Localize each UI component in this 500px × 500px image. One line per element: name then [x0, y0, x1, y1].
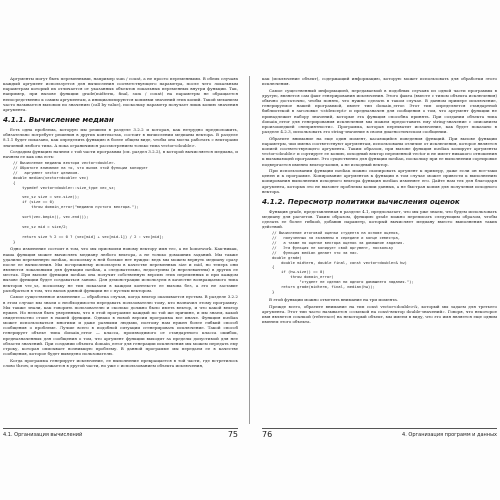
right-section-heading: 4.1.2. Пересмотр политики вычисления оценок — [262, 196, 460, 206]
left-paragraph-5: Самое существенное изменение — обработка случая, когда вектор оказывается пустым. В разделе 3.2.2 в этом случае мы знали о необходимости передавать пользователю тому, кто назначил этому программу. Мы также знали, как говорить пользователю и сколько должно было иметь вектор, и что какой вектор нужен. Но нельзя быть уверенным, что в этой программе каждый по той же причине, и мы знаем, какой свидетельство стоит в нашей функции. Однако в новой версии программа все иначе. Функция median может использоваться многими и даже разными людьми, поэтому нам нужен более гибкий способ сообщения о проблеме. Лучше всего в подобной ситуации сгенерировать исключение. Такой способ генерирует объект типа domain_error — класса, производимого от стандартного класса ошибок, предназначенных для сообщения о том, что аргумент функции выходит за пределы допустимой для нее области значений. При создании объекта domain_error для генерации исключения мы можем передать ему строку, которая описывает возникшую проблему. В данной программе мы передаем ее в качестве сообщения, которое будет выведено пользователю. — [3, 294, 238, 357]
left-code-listing: // Вычисление медианы вектора vector<double>. // Обратите внимание на то, что вызов этой функции копирует // аргумент vector целиком. double median(vector<double> vec) { typedef vector<double>::size_type vec_sz; vec_sz size = vec.size(); if (size == 0) throw domain_error("медиана пустого вектора."); sort(vec.begin(), vec.end()); vec_sz mid = size/2; return size % 2 == 0 ? (vec[mid] + vec[mid-1]) / 2 : vec[mid]; } — [13, 160, 164, 244]
left-page-footer — [3, 428, 238, 441]
right-paragraph-2: Самое существенный информацией, передаваемой в подобных случаях из одной части программы в другую, является сам факт генерирования исключения. Этого факта (вместе с типом объекта исключения) обычно достаточно, чтобы понять, что нужно сделать в таком случае. В данном примере исключение, генерируемое нашей программой, имеет тип domain_error. Этот тип определяется стандартной библиотекой в заголовке <stdexcept> и предназначен для сообщения о том, что аргумент функции не принадлежит набору значений, которые эта функция способна принять. При создании объекта типа domain_error для генерирования исключения мы можем предоставить ему string-значение с описанием произошедшей «неприятности». Программа, которая перехватит исключение, как будет показано в разделе 4.2.3, использовать это string-значение в своем диагностическом сообщении. — [262, 87, 497, 135]
left-paragraph-1: Аргументы могут быть переменными, например sum / count, а не просто переменными. В обеих случаях каждый аргумент используется для вычисления соответствующего параметра, после чего локальным параметрам который их отличается от указанных объектов локальных переменных внутри функции. Так, например, при вызове функции grade(midterm, final, sum / count) на параметры не обращается непосредственно к самим аргументам, а инициализируются копиями значений этих копий. Такой механизм часто называется вызовом по значению (call by value), поскольку параметр получает лишь копию значения аргумента. — [3, 76, 238, 112]
right-paragraph-4: При использовании функции median можно скопировать аргумент к примеру, даже если он все-таки ценен и к программе. Копирование аргументов к функции в том случае может привести к выполнению копирования выполнения исходного вектора функция median изменяет его. Дайте нам тех для благодаря аргумента, которых это не вызовет проблемы копии данных, а не быстрая копия для получения исходного вектора. — [262, 168, 497, 194]
right-paragraph-6: В этой функции можно отметить внимание на три момента. — [269, 296, 399, 302]
left-page-number: 75 — [227, 430, 238, 439]
left-running-title: 4.1. Организация вычислений — [3, 432, 83, 438]
right-running-title: 4. Организация программ и данных — [402, 432, 497, 438]
left-paragraph-6: Когда программа генерирует исключение, ее выполнение прекращается в той части, где встретилось слово throw, и продолжается в другой части, но уже с использованием объекта исключения, — [3, 357, 238, 368]
left-paragraph-3: Создадим функцию начнем с той части программы (см. раздел 3.2.2), в которой вычисляется медиана, и начнем ее как она есть: — [3, 149, 238, 160]
right-paragraph-1: как (исключение объект), содержащий информацию, которую может использовать для обработки этого исключения. — [262, 76, 497, 87]
left-paragraph-2: Есть одна проблема, которую мы решили в разделе 3.2.2 и которая, как нетрудно предположить, обязательно потребует решения в других контекстах, состоит в вычислении медианы вектора. В разделе 8.1.1 будет показано, как определить функцию в более общем виде, чтобы она могла работать с векторами значений любого типа. А пока ограничимся рассмотрением только типа vector<double>. — [3, 127, 238, 148]
right-paragraph-3: Обратите внимание на еще один момент, касающийся поведения функций. При вызове функции параметры, чьи имена соответствуют аргументам, использованы отличие от исключения, которое является копией соответствующего аргумента. Таким образом, при вызове функция median копирует аргументы vector<double> и сортирует ее копию, исходный вектор переменной vector и не имеет никакого отношения к вызывающей программе. Это существенно для функции median, поскольку при ее выполнении сортировке подвергается именно вектор-копия, а не исходный вектор. — [262, 135, 497, 167]
right-page-number: 76 — [262, 430, 273, 439]
left-page — [3, 76, 238, 424]
page-gutter — [249, 76, 250, 424]
right-paragraph-7: Прежде всего, обратите внимание на тип const vector<double>&, который мы задаем для третьего аргумента. Этот тип часто называется «ссылкой на const-вектор double-значений». Говоря, что некоторое имя является ссылкой (reference) на некоторый объект, мы имеем в виду, что это имя является еще одним именем этого объекта. — [262, 303, 497, 324]
right-page — [262, 76, 497, 424]
right-code-listing: // Вычисление итоговой оценки студента на основе оценок, // полученных за экзамены в середине и конце семестра, // а также по оценке вектора оценок за домашние задания. // Эта функция не копирует свой аргумент, поскольку // функция median делает это за нас. double grade( double midterm, double final, const vector<double>& hw) { if (hw.size() == 0) throw domain_error( "студент не сделал ни одного домашнего задания."); return grade(midterm, final, median(hw)); } — [272, 230, 414, 294]
right-paragraph-5: Функция grade, представленная в разделе 4.1, предполагает, что мы уже знаем, что будем использовать медиану для расчетов. Таким образом, функцию grade можно переписать следующим образом, чтобы сделать ее более гибкой, добавив параметр, который вычисляет медиану вместо выполнения таких действий. — [262, 208, 497, 230]
left-paragraph-4: Одно изменение состоит в том, что мы присвоили новому вектору имя vec, а не homework. Как-никак, наша функция может вычислять медиану любого вектора, а не только домашних заданий. Мы также удалили переменную median, поскольку в ней больше нет нужды: ведь мы можем вернуть медиану сразу после ее вычисления. Мы по-прежнему используем в качестве переменных size и mid, но теперь они являются локальными для функции median, а следовательно, недоступны (и нерелевантны) в других ее местах. При вызове функции median она получит собственную версию этих переменных и при каждом вызове функции будет создаваться заново. Для демонстрации используем в качестве возвращаемого типа векторов vec_sz, поскольку не тип показали в каждом контексте ее вызова без, а это не заставит разобраться в том, что вызов данной функции не с пустым вектором. — [3, 246, 238, 293]
left-section-heading: 4.1.1. Вычисление медиан — [3, 115, 114, 125]
right-page-footer — [262, 428, 497, 441]
